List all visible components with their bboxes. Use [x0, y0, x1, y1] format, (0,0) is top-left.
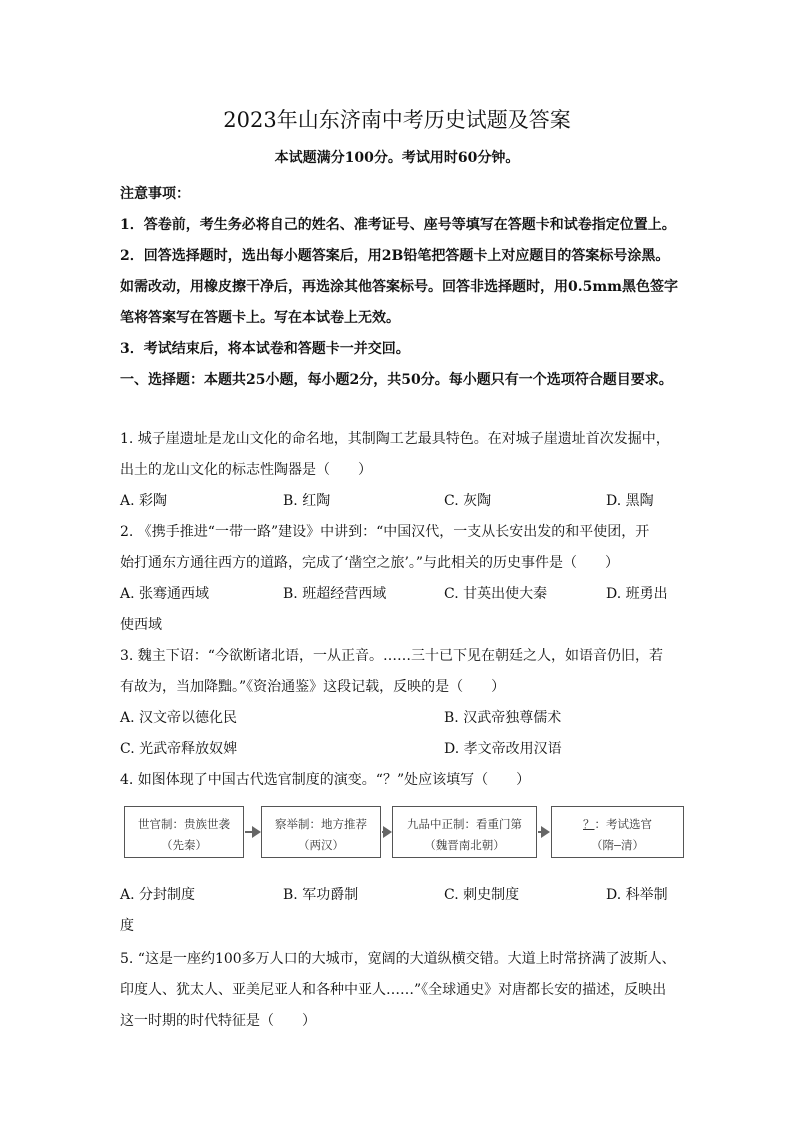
- q4-option-a: A. 分封制度: [120, 887, 196, 903]
- q4-option-c: C. 刺史制度: [444, 887, 520, 903]
- flow-box-label: 察举制：地方推荐: [275, 817, 367, 831]
- page-title: 2023年山东济南中考历史试题及答案: [223, 108, 571, 132]
- q2-option-b: B. 班超经营西域: [283, 586, 387, 602]
- question-3-line: 3. 魏主下诏：“今欲断诸北语，一从正音。……三十已下见在朝廷之人，如语音仍旧，若: [120, 648, 663, 664]
- arrow-right-icon: [252, 826, 261, 838]
- flow-box-shiguan: [124, 806, 244, 858]
- flow-box-label: 世官制：贵族世袭: [138, 817, 230, 831]
- page-subtitle: 本试题满分100分。考试用时60分钟。: [274, 150, 520, 166]
- notice-item: 如需改动，用橡皮擦干净后，再选涂其他答案标号。回答非选择题时，用0.5mm黑色签字: [120, 279, 678, 295]
- question-1-line: 出土的龙山文化的标志性陶器是（ ）: [120, 462, 372, 478]
- notice-item: 笔将答案写在答题卡上。写在本试卷上无效。: [120, 310, 400, 326]
- q2-option-a: A. 张骞通西域: [120, 586, 210, 602]
- question-2-line: 2. 《携手推进“一带一路”建设》中讲到：“中国汉代，一支从长安出发的和平使团，开: [120, 524, 650, 540]
- question-5-line: 这一时期的时代特征是（ ）: [120, 1013, 316, 1029]
- selection-system-flowchart: [124, 806, 684, 862]
- q1-option-c: C. 灰陶: [444, 493, 492, 509]
- q3-option-c: C. 光武帝释放奴婢: [120, 741, 238, 757]
- question-5-line: 印度人、犹太人、亚美尼亚人和各种中亚人……”《全球通史》对唐都长安的描述，反映出: [120, 982, 667, 998]
- flow-box-jiupin: [392, 806, 537, 858]
- q2-option-d-wrap: 使西域: [120, 617, 162, 633]
- q1-option-d: D. 黑陶: [606, 493, 654, 509]
- notice-heading: 注意事项：: [120, 186, 190, 202]
- q4-option-d: D. 科举制: [606, 887, 668, 903]
- arrow-right-icon: [541, 826, 550, 838]
- notice-item: 3．考试结束后，将本试卷和答题卡一并交回。: [120, 341, 410, 357]
- flow-box-period: （隋—清）: [591, 838, 644, 852]
- flow-box-label-text: ：考试选官: [594, 817, 652, 831]
- question-1-line: 1. 城子崖遗址是龙山文化的命名地，其制陶工艺最具特色。在对城子崖遗址首次发掘中，: [120, 431, 670, 447]
- q3-option-d: D. 孝文帝改用汉语: [444, 741, 562, 757]
- flow-box-chaju: [261, 806, 381, 858]
- question-2-line: 始打通东方通往西方的道路，完成了‘凿空之旅’。”与此相关的历史事件是（ ）: [120, 555, 620, 571]
- flow-box-label: [552, 816, 683, 832]
- flow-box-period: （先秦）: [161, 838, 207, 852]
- flow-box-period: （魏晋南北朝）: [424, 838, 505, 852]
- q1-option-b: B. 红陶: [283, 493, 331, 509]
- q3-option-a: A. 汉文帝以德化民: [120, 710, 238, 726]
- q4-option-d-wrap: 度: [120, 918, 134, 934]
- flow-box-unknown: [551, 806, 684, 858]
- flow-box-label: 九品中正制：看重门第: [407, 817, 522, 831]
- notice-item: 1．答卷前，考生务必将自己的姓名、准考证号、座号等填写在答题卡和试卷指定位置上。: [120, 217, 676, 233]
- q2-option-c: C. 甘英出使大秦: [444, 586, 548, 602]
- section-heading: 一、选择题：本题共25小题，每小题2分，共50分。每小题只有一个选项符合题目要求。: [120, 372, 673, 388]
- q4-option-b: B. 军功爵制: [283, 887, 359, 903]
- question-4-line: 4. 如图体现了中国古代选官制度的演变。“？”处应该填写（ ）: [120, 772, 531, 788]
- q3-option-b: B. 汉武帝独尊儒术: [444, 710, 562, 726]
- flow-box-period: （两汉）: [298, 838, 344, 852]
- flow-blank: ？: [583, 817, 595, 831]
- q1-option-a: A. 彩陶: [120, 493, 168, 509]
- question-3-line: 有故为，当加降黜。”《资治通鉴》这段记载，反映的是（ ）: [120, 679, 506, 695]
- q2-option-d: D. 班勇出: [606, 586, 668, 602]
- arrow-right-icon: [383, 826, 392, 838]
- notice-item: 2．回答选择题时，选出每小题答案后，用2B铅笔把答题卡上对应题目的答案标号涂黑。: [120, 248, 670, 264]
- question-5-line: 5. “这是一座约100多万人口的大城市，宽阔的大道纵横交错。大道上时常挤满了波斯人、: [120, 951, 676, 967]
